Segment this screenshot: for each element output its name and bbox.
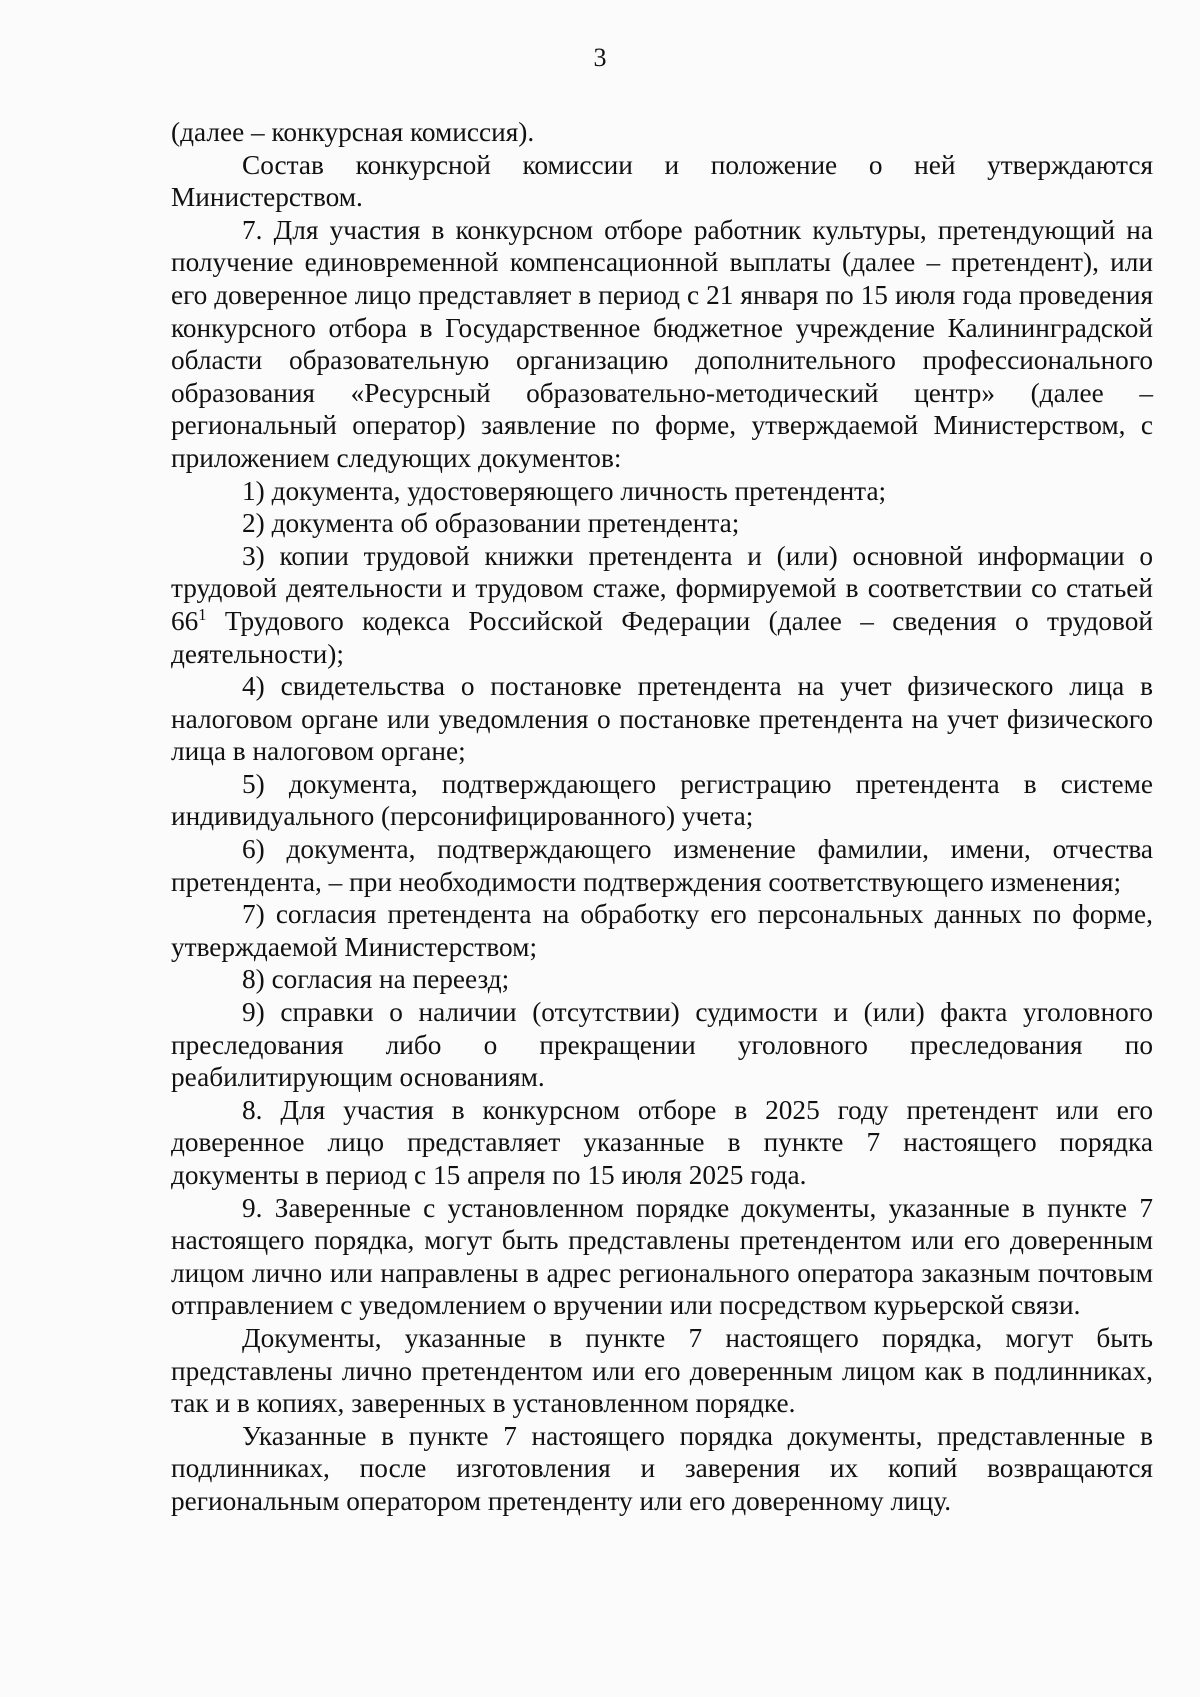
list-item-3-text-a: 3) копии трудовой книжки претендента и (или) основной информации о трудовой деятельности и трудовом стаже, формируемой в соответствии со статьей 66 — [171, 540, 1153, 636]
paragraph-item-9: 9. Заверенные с установленном порядке документы, указанные в пункте 7 настоящего порядка, могут быть представлены претендентом или его доверенным лицом лично или направлены в адрес регионального оператора заказным почтовым отправлением с уведомлением о вручении или посредством курьерской связи. — [171, 1192, 1153, 1321]
paragraph-item-8: 8. Для участия в конкурсном отборе в 2025 году претендент или его доверенное лицо представляет указанные в пункте 7 настоящего порядка документы в период с 15 апреля по 15 июля 2025 года. — [171, 1094, 1153, 1190]
list-item-9: 9) справки о наличии (отсутствии) судимости и (или) факта уголовного преследования либо о прекращении уголовного преследования по реабилитирующим основаниям. — [171, 997, 1153, 1093]
list-item-4: 4) свидетельства о постановке претендента на учет физического лица в налоговом органе или уведомления о постановке претендента на учет физического лица в налоговом органе; — [171, 671, 1153, 767]
list-item-1: 1) документа, удостоверяющего личность претендента; — [242, 475, 887, 506]
superscript: 1 — [198, 604, 207, 624]
list-item-5: 5) документа, подтверждающего регистрацию претендента в системе индивидуального (персонифицированного) учета; — [171, 768, 1153, 832]
list-item-3-text-b: Трудового кодекса Российской Федерации (далее – сведения о трудовой деятельности); — [171, 605, 1153, 669]
paragraph-continuation: (далее – конкурсная комиссия). — [171, 117, 535, 147]
list-item-8: 8) согласия на переезд; — [242, 964, 510, 995]
document-body — [171, 116, 1153, 1518]
paragraph-commission-composition: Состав конкурсной комиссии и положение о ней утверждаются Министерством. — [171, 149, 1153, 213]
paragraph-item-7: 7. Для участия в конкурсном отборе работник культуры, претендующий на получение единовременной компенсационной выплаты (далее – претендент), или его доверенное лицо представляет в период с 21 января по 15 июля года проведения конкурсного отбора в Государственное бюджетное учреждение Калининградской области образовательную организацию дополнительного профессионального образования «Ресурсный образовательно-методический центр» (далее – региональный оператор) заявление по форме, утверждаемой Министерством, с приложением следующих документов: — [171, 214, 1153, 473]
list-item-6: 6) документа, подтверждающего изменение фамилии, имени, отчества претендента, – при необходимости подтверждения соответствующего изменения; — [171, 834, 1153, 897]
paragraph-documents-return: Указанные в пункте 7 настоящего порядка документы, представленные в подлинниках, после изготовления и заверения их копий возвращаются региональным оператором претенденту или его доверенному лицу. — [171, 1420, 1153, 1516]
page-number: 3 — [593, 43, 607, 72]
list-item-2: 2) документа об образовании претендента; — [242, 508, 740, 539]
list-item-3 — [171, 540, 1153, 670]
list-item-7: 7) согласия претендента на обработку его персональных данных по форме, утверждаемой Министерством; — [171, 899, 1153, 962]
paragraph-documents-submission: Документы, указанные в пункте 7 настоящего порядка, могут быть представлены лично претендентом или его доверенным лицом как в подлинниках, так и в копиях, заверенных в установленном порядке. — [171, 1322, 1153, 1419]
